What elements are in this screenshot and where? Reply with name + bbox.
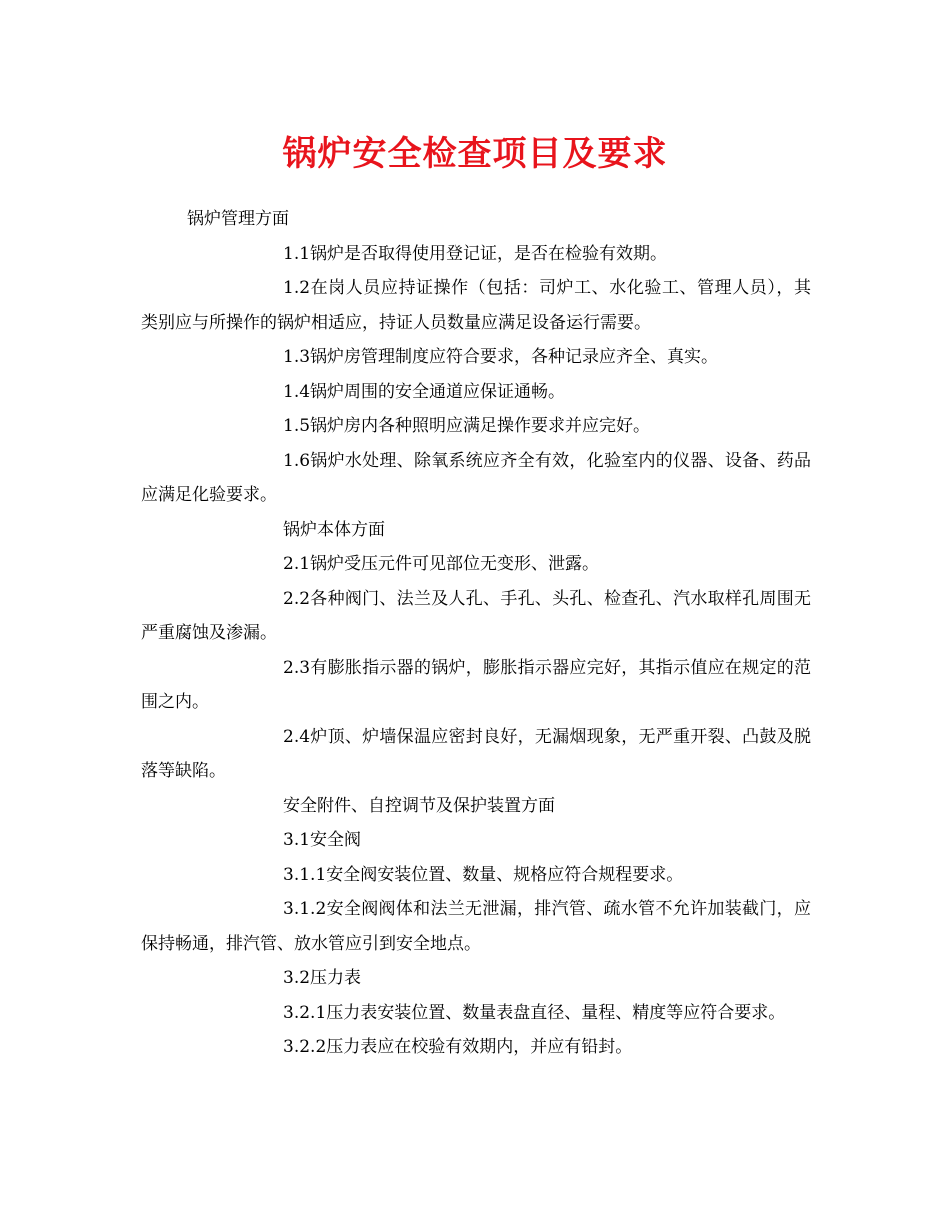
paragraph-1-1: 1.1锅炉是否取得使用登记证，是否在检验有效期。 <box>283 243 668 264</box>
paragraph-1-5: 1.5锅炉房内各种照明应满足操作要求并应完好。 <box>283 416 651 436</box>
document-body <box>141 202 811 1065</box>
paragraph-3-1-1: 3.1.1安全阀安装位置、数量、规格应符合规程要求。 <box>283 864 684 885</box>
paragraph-3-2-1: 3.2.1压力表安装位置、数量表盘直径、量程、精度等应符合要求。 <box>283 1002 786 1023</box>
paragraph-3-1-2: 3.1.2安全阀阀体和法兰无泄漏，排汽管、疏水管不允许加装截门，应保持畅通，排汽管、放水管应引到安全地点。 <box>141 899 811 954</box>
paragraph-3-1: 3.1安全阀 <box>283 830 362 850</box>
paragraph-2-4: 2.4炉顶、炉墙保温应密封良好，无漏烟现象，无严重开裂、凸鼓及脱落等缺陷。 <box>141 726 811 781</box>
paragraph-2-2: 2.2各种阀门、法兰及人孔、手孔、头孔、检查孔、汽水取样孔周围无严重腐蚀及渗漏。 <box>141 588 811 643</box>
section-heading-boiler-body: 锅炉本体方面 <box>283 519 385 540</box>
paragraph-2-1: 2.1锅炉受压元件可见部位无变形、泄露。 <box>283 554 600 574</box>
paragraph-1-3: 1.3锅炉房管理制度应符合要求，各种记录应齐全、真实。 <box>283 347 719 367</box>
paragraph-1-6: 1.6锅炉水处理、除氧系统应齐全有效，化验室内的仪器、设备、药品应满足化验要求。 <box>141 450 811 505</box>
paragraph-1-2: 1.2在岗人员应持证操作（包括：司炉工、水化验工、管理人员），其类别应与所操作的锅炉相适应，持证人员数量应满足设备运行需要。 <box>141 278 811 333</box>
section-heading-safety-accessories: 安全附件、自控调节及保护装置方面 <box>283 795 555 816</box>
paragraph-3-2-2: 3.2.2压力表应在校验有效期内，并应有铅封。 <box>283 1037 633 1057</box>
section-heading-management: 锅炉管理方面 <box>187 209 289 229</box>
paragraph-3-2: 3.2压力表 <box>283 968 362 988</box>
paragraph-2-3: 2.3有膨胀指示器的锅炉，膨胀指示器应完好，其指示值应在规定的范围之内。 <box>141 657 811 712</box>
document-title: 锅炉安全检查项目及要求 <box>282 134 668 174</box>
paragraph-1-4: 1.4锅炉周围的安全通道应保证通畅。 <box>283 381 566 402</box>
